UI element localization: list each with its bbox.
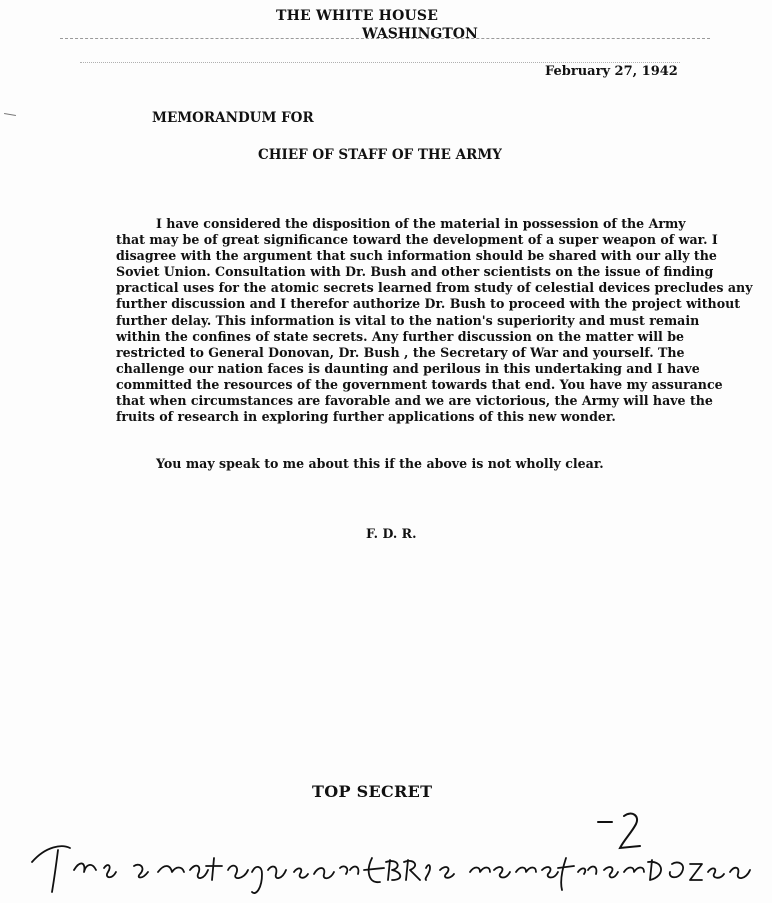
- body-line: within the confines of state secrets. Any further discussion on the matter will be: [116, 328, 685, 344]
- body-line: Soviet Union. Consultation with Dr. Bush and other scientists on the issue of finding: [116, 264, 714, 280]
- body-line: that may be of great significance toward the development of a super weapon of war. I: [116, 232, 718, 248]
- stray-mark: [4, 113, 16, 116]
- letterhead-location: WASHINGTON: [362, 26, 478, 42]
- header-rule-secondary: [80, 62, 680, 63]
- body-line: challenge our nation faces is daunting and perilous in this undertaking and I have: [116, 360, 700, 376]
- memo-closing: You may speak to me about this if the above is not wholly clear.: [156, 456, 604, 471]
- classification-marking: TOP SECRET: [312, 782, 433, 801]
- memo-date: February 27, 1942: [545, 64, 678, 79]
- memo-for-label: MEMORANDUM FOR: [152, 110, 314, 126]
- handwritten-note-strokes: [32, 846, 750, 893]
- body-line: fruits of research in exploring further applications of this new wonder.: [116, 409, 616, 425]
- body-line: practical uses for the atomic secrets learned from study of celestial devices precludes any: [116, 280, 753, 296]
- body-line: that when circumstances are favorable and we are victorious, the Army will have the: [116, 393, 713, 409]
- body-line: disagree with the argument that such information should be shared with our ally the: [116, 248, 717, 264]
- body-line: further delay. This information is vital to the nation's superiority and must remain: [116, 312, 700, 328]
- memo-signature: F. D. R.: [366, 526, 417, 541]
- body-line: committed the resources of the government towards that end. You have my assurance: [116, 376, 723, 392]
- memo-body: [116, 216, 753, 425]
- memo-recipient: CHIEF OF STAFF OF THE ARMY: [258, 147, 502, 163]
- body-line: I have considered the disposition of the material in possession of the Army: [156, 216, 686, 231]
- handwritten-annotation: [0, 810, 772, 903]
- handwritten-page-mark: [598, 814, 640, 848]
- body-line: restricted to General Donovan, Dr. Bush , the Secretary of War and yourself. The: [116, 344, 685, 360]
- body-line: further discussion and I therefor authorize Dr. Bush to proceed with the project without: [116, 296, 741, 312]
- letterhead-title: THE WHITE HOUSE: [276, 8, 439, 24]
